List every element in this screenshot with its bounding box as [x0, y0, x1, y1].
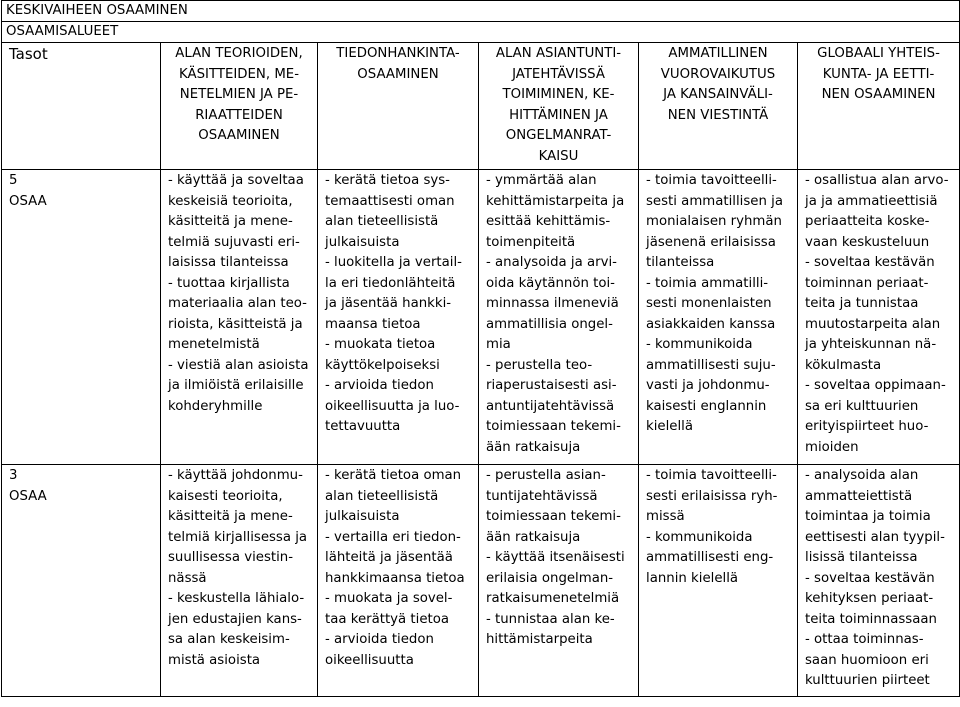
cell-line: lannin kielellä — [646, 570, 739, 586]
subtitle-row — [2, 22, 960, 43]
header-line: JA KANSAINVÄLI- — [663, 87, 773, 102]
cell-line: - muokata ja sovel- — [325, 591, 453, 606]
col-header-expert — [479, 43, 639, 170]
cell-line: kökulmasta — [805, 357, 882, 373]
cell-line: taa kerättyä tietoa — [325, 611, 450, 627]
cell-line: sesti erilaisissa ryh- — [646, 488, 778, 504]
cell-expert — [479, 465, 639, 697]
cell-line: toiminnan periaat- — [805, 275, 929, 291]
cell-line: ratkaisumenetelmiä — [486, 591, 620, 606]
cell-line: alan tieteellisistä — [325, 214, 439, 229]
cell-line: menetelmistä — [168, 337, 260, 352]
header-line: GLOBAALI YHTEIS- — [817, 46, 940, 61]
cell-line: jäsenenä erilaisissa — [646, 234, 776, 250]
cell-line: - viestiä alan asioista — [168, 357, 309, 373]
column-header-row — [2, 43, 960, 170]
cell-line: mioiden — [805, 439, 859, 455]
cell-information — [318, 465, 479, 697]
cell-line: - käyttää itsenäisesti — [486, 550, 625, 565]
cell-line: lisissä tilanteissa — [805, 550, 918, 565]
header-line: NEN OSAAMINEN — [821, 87, 936, 102]
cell-line: ja ilmiöistä erilaisille — [168, 378, 304, 393]
cell-line: ja ja ammatieettisiä — [805, 193, 938, 209]
cell-line: - ymmärtää alan — [486, 173, 597, 188]
cell-line: ammatteiettistä — [805, 488, 913, 504]
cell-line: - kerätä tietoa sys- — [325, 173, 450, 188]
cell-line: muutostarpeita alan — [805, 316, 941, 332]
header-line: VUOROVAIKUTUS — [660, 66, 776, 82]
cell-line: ammatillisesti suju- — [646, 357, 776, 373]
cell-line: - kommunikoida — [646, 337, 753, 352]
cell-line: - ottaa toiminnas- — [805, 632, 924, 647]
table-title: KESKIVAIHEEN OSAAMINEN — [2, 1, 960, 22]
cell-line: keskeisiä teorioita, — [168, 193, 293, 209]
cell-line: - perustella teo- — [486, 357, 593, 373]
cell-line: teita toiminnassaan — [805, 611, 937, 627]
cell-line: oikeellisuutta — [325, 652, 414, 668]
cell-global — [798, 170, 960, 465]
cell-line: hankkimaansa tietoa — [325, 570, 465, 586]
level-number: 3 — [9, 468, 18, 483]
header-line: AMMATILLINEN — [668, 46, 768, 61]
cell-line: sesti ammatillisen ja — [646, 193, 783, 209]
cell-interaction — [639, 170, 798, 465]
level-label: OSAA — [9, 193, 47, 209]
header-line: ONGELMANRAT- — [505, 128, 612, 143]
table-row — [2, 465, 960, 697]
cell-information — [318, 170, 479, 465]
cell-line: - luokitella ja vertail- — [325, 255, 462, 270]
cell-line: kohderyhmille — [168, 398, 263, 414]
cell-line: toimiessaan tekemi- — [486, 419, 621, 434]
cell-line: käsitteitä ja mene- — [168, 214, 293, 229]
cell-line: - analysoida ja arvi- — [486, 255, 617, 270]
cell-line: vasti ja johdonmu- — [646, 378, 770, 393]
cell-line: mistä asioista — [168, 652, 261, 668]
cell-line: teita ja tunnistaa — [805, 296, 919, 311]
cell-line: - soveltaa kestävän — [805, 570, 935, 586]
cell-line: erilaisia ongelman- — [486, 570, 614, 586]
cell-line: julkaisuista — [325, 234, 400, 250]
title-row — [2, 1, 960, 22]
cell-line: materiaalia alan teo- — [168, 296, 307, 311]
competence-table — [1, 0, 960, 697]
header-line: OSAAMINEN — [198, 128, 280, 143]
cell-expert — [479, 170, 639, 465]
cell-line: - toimia ammatilli- — [646, 275, 769, 291]
cell-line: - tunnistaa alan ke- — [486, 611, 615, 627]
cell-line: antuntijatehtävissä — [486, 398, 615, 414]
cell-line: kulttuurien piirteet — [805, 673, 930, 688]
cell-line: ammatillisia ongel- — [486, 316, 613, 332]
level-number: 5 — [9, 173, 18, 188]
cell-line: - osallistua alan arvo- — [805, 173, 949, 188]
cell-line: oikeellisuutta ja luo- — [325, 398, 460, 414]
header-line: TIEDONHANKINTA- — [336, 46, 460, 61]
col-header-interaction — [639, 43, 798, 170]
cell-line: riaperustaisesti asi- — [486, 378, 617, 393]
level-cell — [2, 170, 161, 465]
cell-line: oida käytännön toi- — [486, 275, 615, 291]
header-line: JATEHTÄVISSÄ — [512, 66, 605, 82]
cell-line: ään ratkaisuja — [486, 439, 581, 455]
cell-line: - toimia tavoitteelli- — [646, 468, 777, 483]
cell-line: temaattisesti oman — [325, 193, 455, 209]
cell-line: - arvioida tiedon — [325, 632, 434, 647]
cell-line: - soveltaa oppimaan- — [805, 378, 946, 393]
cell-line: julkaisuista — [325, 509, 400, 524]
cell-line: telmiä kirjallisessa ja — [168, 529, 308, 545]
cell-global — [798, 465, 960, 697]
header-line: OSAAMINEN — [357, 66, 439, 82]
cell-line: - arvioida tiedon — [325, 378, 434, 393]
cell-line: ja yhteiskunnan nä- — [805, 337, 937, 352]
cell-interaction — [639, 465, 798, 697]
header-line: KUNTA- JA EETTI- — [822, 66, 935, 82]
cell-line: - soveltaa kestävän — [805, 255, 935, 270]
cell-theory — [161, 465, 318, 697]
cell-line: kehittämistarpeita ja — [486, 193, 625, 209]
level-label: OSAA — [9, 488, 47, 504]
cell-line: - toimia tavoitteelli- — [646, 173, 777, 188]
cell-line: telmiä sujuvasti eri- — [168, 234, 300, 250]
cell-theory — [161, 170, 318, 465]
tasot-header: Tasot — [2, 43, 161, 170]
cell-line: tuntijatehtävissä — [486, 488, 598, 504]
cell-line: la eri tiedonlähteitä — [325, 275, 456, 291]
table-row — [2, 170, 960, 465]
cell-line: nässä — [168, 570, 207, 586]
cell-line: käyttökelpoiseksi — [325, 357, 440, 373]
header-line: NETELMIEN JA PE- — [179, 87, 299, 102]
cell-line: laisissa tilanteissa — [168, 255, 289, 270]
cell-line: kielellä — [646, 419, 693, 434]
cell-line: - keskustella lähialo- — [168, 591, 305, 606]
col-header-global — [798, 43, 960, 170]
cell-line: esittää kehittämis- — [486, 214, 611, 229]
col-header-theory — [161, 43, 318, 170]
table-subtitle: OSAAMISALUEET — [2, 22, 960, 43]
cell-line: - kommunikoida — [646, 529, 753, 545]
cell-line: - muokata tietoa — [325, 337, 436, 352]
cell-line: toimiessaan tekemi- — [486, 509, 621, 524]
cell-line: vaan keskusteluun — [805, 234, 930, 250]
cell-line: periaatteita koske- — [805, 214, 930, 229]
cell-line: maansa tietoa — [325, 316, 421, 332]
cell-line: toimintaa ja toimia — [805, 509, 931, 524]
header-line: TOIMIMINEN, KE- — [502, 87, 615, 102]
cell-line: minnassa ilmeneviä — [486, 296, 619, 311]
cell-line: - käyttää ja soveltaa — [168, 173, 304, 188]
cell-line: sa alan keskeisim- — [168, 632, 290, 647]
cell-line: sa eri kulttuurien — [805, 398, 919, 414]
cell-line: ammatillisesti eng- — [646, 550, 774, 565]
cell-line: - analysoida alan — [805, 468, 919, 483]
cell-line: missä — [646, 509, 685, 524]
cell-line: saan huomioon eri — [805, 652, 929, 668]
cell-line: kaisesti teorioita, — [168, 488, 283, 504]
cell-line: lähteitä ja jäsentää — [325, 550, 453, 565]
header-line: HITTÄMINEN JA — [509, 107, 608, 123]
cell-line: - käyttää johdonmu- — [168, 468, 303, 483]
cell-line: kaisesti englannin — [646, 398, 767, 414]
cell-line: eettisesti alan tyypil- — [805, 529, 945, 545]
cell-line: erityispiirteet huo- — [805, 419, 929, 434]
header-line: KÄSITTEIDEN, ME- — [179, 66, 299, 82]
cell-line: ja jäsentää hankki- — [325, 296, 452, 311]
header-line: ALAN TEORIOIDEN, — [175, 46, 303, 61]
cell-line: jen edustajien kans- — [168, 611, 302, 627]
cell-line: - vertailla eri tiedon- — [325, 529, 461, 545]
cell-line: alan tieteellisistä — [325, 488, 439, 504]
cell-line: asiakkaiden kanssa — [646, 316, 776, 332]
header-line: RIAATTEIDEN — [195, 107, 283, 123]
cell-line: ään ratkaisuja — [486, 529, 581, 545]
cell-line: - kerätä tietoa oman — [325, 468, 462, 483]
cell-line: käsitteitä ja mene- — [168, 509, 293, 524]
level-cell — [2, 465, 161, 697]
cell-line: - perustella asian- — [486, 468, 606, 483]
header-line: KAISU — [538, 148, 579, 164]
cell-line: hittämistarpeita — [486, 632, 593, 647]
cell-line: tilanteissa — [646, 255, 715, 270]
col-header-information — [318, 43, 479, 170]
cell-line: mia — [486, 337, 511, 352]
header-line: ALAN ASIANTUNTI- — [495, 46, 622, 61]
cell-line: kehityksen periaat- — [805, 591, 934, 606]
cell-line: rioista, käsitteistä ja — [168, 316, 303, 332]
cell-line: tettavuutta — [325, 419, 401, 434]
header-line: NEN VIESTINTÄ — [667, 107, 769, 123]
cell-line: suullisessa viestin- — [168, 550, 294, 565]
cell-line: - tuottaa kirjallista — [168, 275, 290, 291]
cell-line: monialaisen ryhmän — [646, 214, 782, 229]
cell-line: toimenpiteitä — [486, 234, 576, 250]
cell-line: sesti monenlaisten — [646, 296, 772, 311]
